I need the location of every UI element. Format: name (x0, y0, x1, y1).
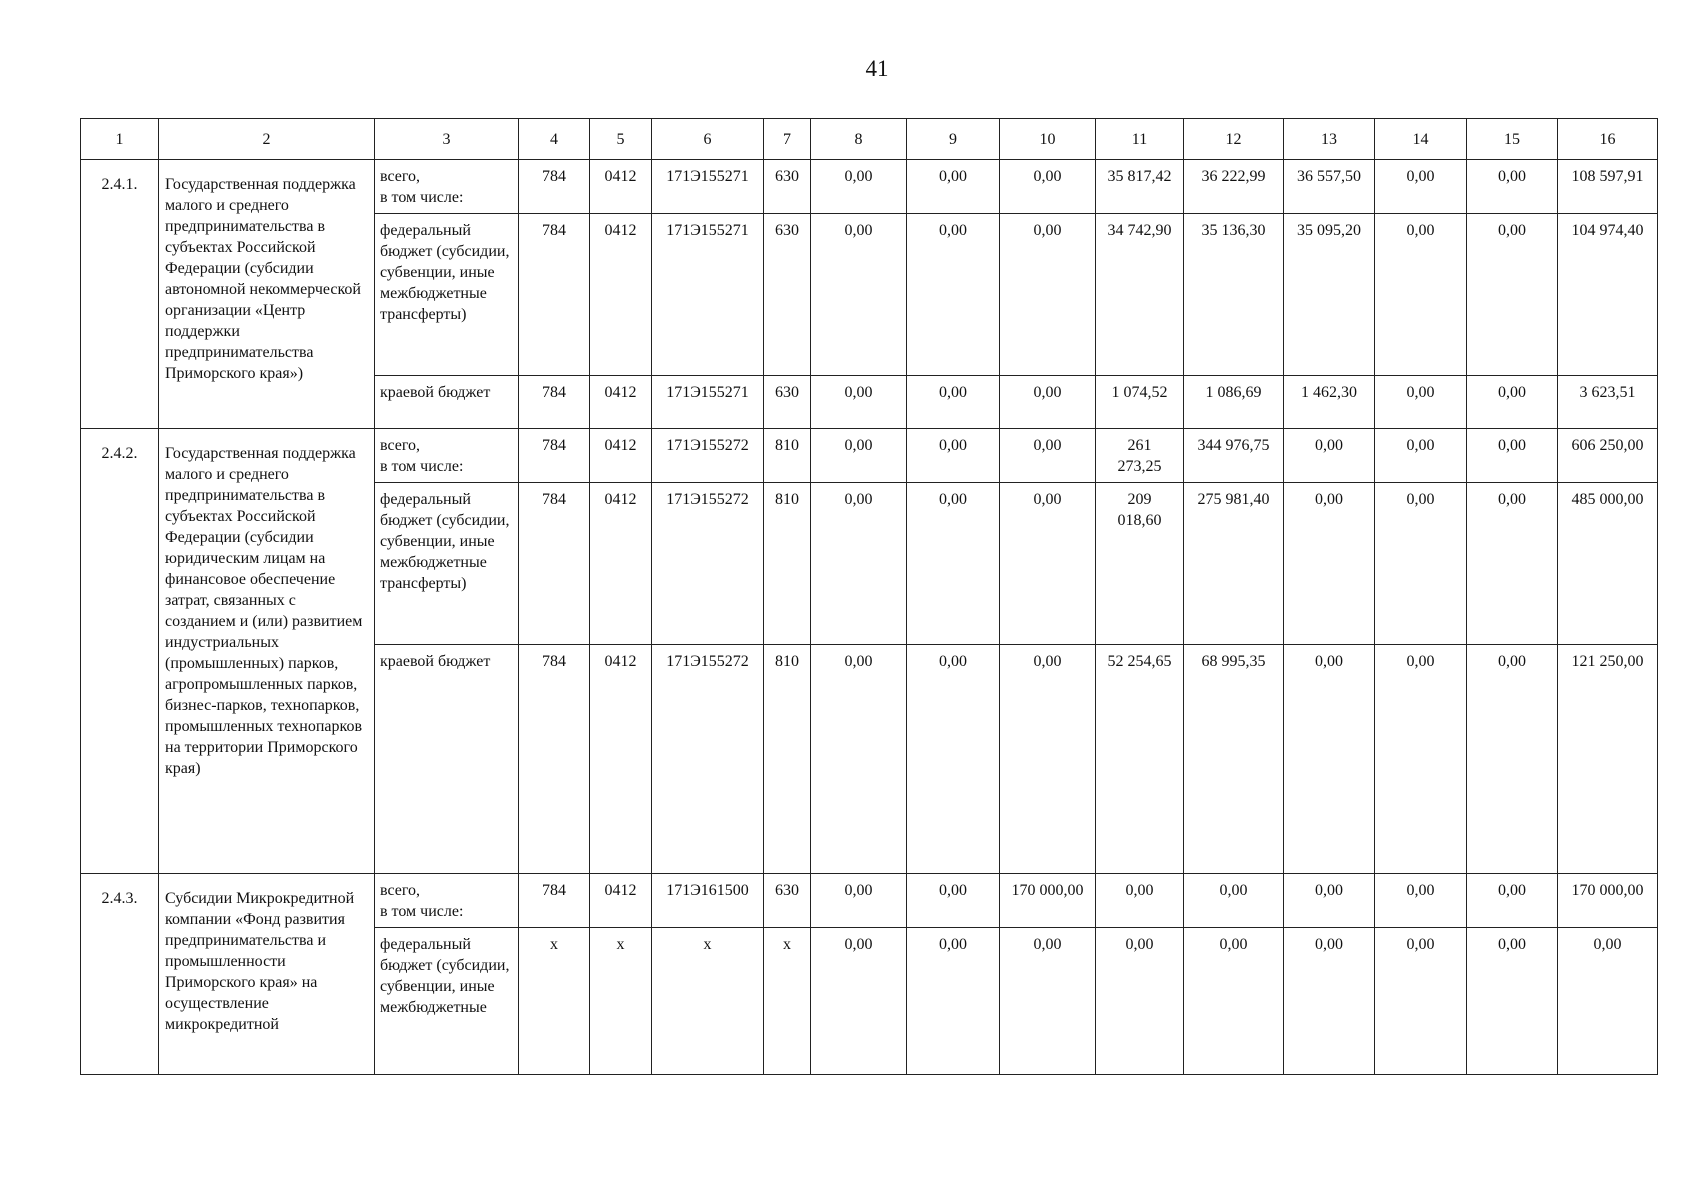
cell-col-13: 35 095,20 (1284, 214, 1375, 376)
cell-col-15: 0,00 (1467, 429, 1558, 483)
cell-col-10: 170 000,00 (1000, 874, 1096, 928)
cell-col-12: 344 976,75 (1184, 429, 1284, 483)
cell-col-16: 485 000,00 (1558, 483, 1658, 645)
cell-col-4: 784 (519, 214, 590, 376)
cell-col-15: 0,00 (1467, 483, 1558, 645)
cell-col-4: 784 (519, 483, 590, 645)
funding-source: всего, в том числе: (375, 874, 519, 928)
item-name: Государственная поддержка малого и среднего предпринимательства в субъектах Российской Федерации (субсидии юридическим лицам на финансовое обеспечение затрат, связанных с созданием и (или) развитием индустриальных (промышленных) парков, агропромышленных парков, бизнес-парков, технопарков, промышленных технопарков на территории Приморского края) (159, 429, 375, 874)
cell-col-7: 630 (764, 214, 811, 376)
cell-col-10: 0,00 (1000, 645, 1096, 874)
cell-col-13: 0,00 (1284, 645, 1375, 874)
cell-col-9: 0,00 (907, 483, 1000, 645)
cell-col-16: 0,00 (1558, 928, 1658, 1075)
cell-col-11: 35 817,42 (1096, 160, 1184, 214)
cell-col-12: 0,00 (1184, 928, 1284, 1075)
cell-col-11: 34 742,90 (1096, 214, 1184, 376)
cell-col-13: 1 462,30 (1284, 376, 1375, 429)
cell-col-5: x (590, 928, 652, 1075)
column-header-2: 2 (159, 119, 375, 160)
cell-col-5: 0412 (590, 376, 652, 429)
column-header-16: 16 (1558, 119, 1658, 160)
cell-col-13: 0,00 (1284, 928, 1375, 1075)
cell-col-10: 0,00 (1000, 928, 1096, 1075)
cell-col-8: 0,00 (811, 429, 907, 483)
cell-col-9: 0,00 (907, 928, 1000, 1075)
cell-col-5: 0412 (590, 483, 652, 645)
cell-col-15: 0,00 (1467, 928, 1558, 1075)
cell-col-7: 630 (764, 874, 811, 928)
funding-source: всего, в том числе: (375, 429, 519, 483)
cell-col-8: 0,00 (811, 376, 907, 429)
cell-col-10: 0,00 (1000, 376, 1096, 429)
cell-col-7: 810 (764, 483, 811, 645)
cell-col-15: 0,00 (1467, 645, 1558, 874)
column-header-3: 3 (375, 119, 519, 160)
column-header-13: 13 (1284, 119, 1375, 160)
cell-col-5: 0412 (590, 645, 652, 874)
cell-col-16: 121 250,00 (1558, 645, 1658, 874)
cell-col-14: 0,00 (1375, 928, 1467, 1075)
item-name: Государственная поддержка малого и среднего предпринимательства в субъектах Российской Федерации (субсидии автономной некоммерческой организации «Центр поддержки предпринимательства Приморского края») (159, 160, 375, 429)
header-row (81, 119, 1658, 160)
cell-col-5: 0412 (590, 429, 652, 483)
cell-col-4: x (519, 928, 590, 1075)
cell-col-10: 0,00 (1000, 429, 1096, 483)
cell-col-15: 0,00 (1467, 874, 1558, 928)
cell-col-9: 0,00 (907, 214, 1000, 376)
cell-col-9: 0,00 (907, 376, 1000, 429)
table-row (81, 874, 1658, 928)
cell-col-9: 0,00 (907, 645, 1000, 874)
funding-source: федеральный бюджет (субсидии, субвенции, иные межбюджетные трансферты) (375, 483, 519, 645)
item-name: Субсидии Микрокредитной компании «Фонд развития предпринимательства и промышленности Приморского края» на осуществление микрокредитной (159, 874, 375, 1075)
cell-col-6: 171Э155272 (652, 645, 764, 874)
cell-col-13: 0,00 (1284, 483, 1375, 645)
column-header-5: 5 (590, 119, 652, 160)
column-header-6: 6 (652, 119, 764, 160)
cell-col-6: 171Э155272 (652, 483, 764, 645)
cell-col-11: 1 074,52 (1096, 376, 1184, 429)
cell-col-9: 0,00 (907, 160, 1000, 214)
funding-source: всего, в том числе: (375, 160, 519, 214)
cell-col-10: 0,00 (1000, 214, 1096, 376)
cell-col-8: 0,00 (811, 214, 907, 376)
cell-col-10: 0,00 (1000, 160, 1096, 214)
cell-col-7: x (764, 928, 811, 1075)
cell-col-6: 171Э155271 (652, 376, 764, 429)
cell-col-9: 0,00 (907, 429, 1000, 483)
cell-col-4: 784 (519, 874, 590, 928)
cell-col-10: 0,00 (1000, 483, 1096, 645)
cell-col-16: 170 000,00 (1558, 874, 1658, 928)
item-number: 2.4.2. (81, 429, 159, 874)
cell-col-7: 630 (764, 376, 811, 429)
column-header-12: 12 (1184, 119, 1284, 160)
cell-col-15: 0,00 (1467, 214, 1558, 376)
cell-col-11: 209 018,60 (1096, 483, 1184, 645)
cell-col-13: 0,00 (1284, 874, 1375, 928)
column-header-15: 15 (1467, 119, 1558, 160)
cell-col-12: 36 222,99 (1184, 160, 1284, 214)
cell-col-5: 0412 (590, 214, 652, 376)
column-header-11: 11 (1096, 119, 1184, 160)
cell-col-12: 35 136,30 (1184, 214, 1284, 376)
cell-col-7: 630 (764, 160, 811, 214)
cell-col-4: 784 (519, 645, 590, 874)
cell-col-16: 3 623,51 (1558, 376, 1658, 429)
cell-col-16: 104 974,40 (1558, 214, 1658, 376)
column-header-1: 1 (81, 119, 159, 160)
cell-col-11: 52 254,65 (1096, 645, 1184, 874)
column-header-7: 7 (764, 119, 811, 160)
funding-source: федеральный бюджет (субсидии, субвенции, иные межбюджетные (375, 928, 519, 1075)
cell-col-14: 0,00 (1375, 429, 1467, 483)
cell-col-14: 0,00 (1375, 483, 1467, 645)
cell-col-12: 68 995,35 (1184, 645, 1284, 874)
column-header-9: 9 (907, 119, 1000, 160)
cell-col-16: 108 597,91 (1558, 160, 1658, 214)
cell-col-8: 0,00 (811, 160, 907, 214)
cell-col-8: 0,00 (811, 483, 907, 645)
cell-col-14: 0,00 (1375, 874, 1467, 928)
budget-table (80, 118, 1658, 1075)
column-header-8: 8 (811, 119, 907, 160)
funding-source: краевой бюджет (375, 645, 519, 874)
cell-col-15: 0,00 (1467, 376, 1558, 429)
cell-col-7: 810 (764, 645, 811, 874)
cell-col-4: 784 (519, 376, 590, 429)
cell-col-15: 0,00 (1467, 160, 1558, 214)
cell-col-14: 0,00 (1375, 214, 1467, 376)
cell-col-11: 0,00 (1096, 874, 1184, 928)
cell-col-6: 171Э155272 (652, 429, 764, 483)
cell-col-6: 171Э161500 (652, 874, 764, 928)
table-row (81, 429, 1658, 483)
cell-col-4: 784 (519, 429, 590, 483)
cell-col-13: 36 557,50 (1284, 160, 1375, 214)
column-header-4: 4 (519, 119, 590, 160)
column-header-10: 10 (1000, 119, 1096, 160)
item-number: 2.4.1. (81, 160, 159, 429)
table-row (81, 160, 1658, 214)
cell-col-5: 0412 (590, 160, 652, 214)
column-header-14: 14 (1375, 119, 1467, 160)
cell-col-14: 0,00 (1375, 160, 1467, 214)
cell-col-5: 0412 (590, 874, 652, 928)
item-number: 2.4.3. (81, 874, 159, 1075)
cell-col-12: 1 086,69 (1184, 376, 1284, 429)
cell-col-6: 171Э155271 (652, 214, 764, 376)
cell-col-7: 810 (764, 429, 811, 483)
cell-col-12: 0,00 (1184, 874, 1284, 928)
cell-col-6: x (652, 928, 764, 1075)
funding-source: краевой бюджет (375, 376, 519, 429)
cell-col-11: 261 273,25 (1096, 429, 1184, 483)
cell-col-16: 606 250,00 (1558, 429, 1658, 483)
page-number: 41 (865, 56, 889, 81)
cell-col-14: 0,00 (1375, 645, 1467, 874)
cell-col-8: 0,00 (811, 645, 907, 874)
cell-col-6: 171Э155271 (652, 160, 764, 214)
funding-source: федеральный бюджет (субсидии, субвенции, иные межбюджетные трансферты) (375, 214, 519, 376)
cell-col-12: 275 981,40 (1184, 483, 1284, 645)
cell-col-4: 784 (519, 160, 590, 214)
cell-col-8: 0,00 (811, 928, 907, 1075)
cell-col-11: 0,00 (1096, 928, 1184, 1075)
cell-col-9: 0,00 (907, 874, 1000, 928)
cell-col-8: 0,00 (811, 874, 907, 928)
cell-col-13: 0,00 (1284, 429, 1375, 483)
cell-col-14: 0,00 (1375, 376, 1467, 429)
